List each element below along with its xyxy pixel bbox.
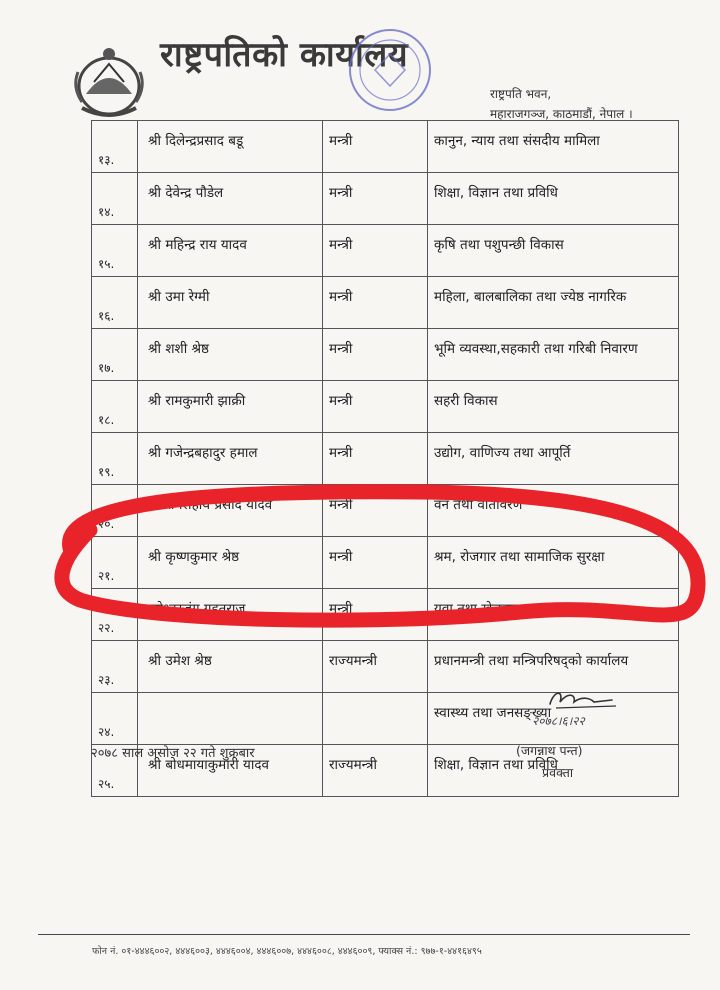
issue-date: २०७८ साल असोज २२ गते शुक्रबार <box>91 746 255 761</box>
table-row <box>92 277 679 329</box>
minister-post: मन्त्री <box>323 121 428 173</box>
ministry-name: श्रम, रोजगार तथा सामाजिक सुरक्षा <box>428 537 679 589</box>
table-row <box>92 589 679 641</box>
ministry-name: वन तथा वातावरण <box>428 485 679 537</box>
row-number: २५. <box>92 745 138 797</box>
ministry-name: कृषि तथा पशुपन्छी विकास <box>428 225 679 277</box>
nepal-emblem-icon <box>64 42 154 118</box>
row-number: १८. <box>92 381 138 433</box>
minister-post: मन्त्री <box>323 485 428 537</box>
minister-post: मन्त्री <box>323 277 428 329</box>
office-address <box>490 84 633 124</box>
row-number: २२. <box>92 589 138 641</box>
signer-name: (जगन्नाथ पन्त) <box>516 743 583 758</box>
office-title: राष्ट्रपतिको कार्यालय <box>160 35 409 75</box>
row-number: २३. <box>92 641 138 693</box>
row-number: १३. <box>92 121 138 173</box>
minister-post: मन्त्री <box>323 537 428 589</box>
footer-contact: फोन नं. ०१-४४४६००२, ४४४६००३, ४४४६००४, ४४४६००७, ४४४६००८, ४४४६००९, फ्याक्स नं.: ९७७-१-४४१६४९५ <box>92 946 482 957</box>
ministry-name: कानुन, न्याय तथा संसदीय मामिला <box>428 121 679 173</box>
minister-name: श्री रामकुमारी झाक्री <box>138 381 323 433</box>
ministry-name: महिला, बालबालिका तथा ज्येष्ठ नागरिक <box>428 277 679 329</box>
minister-name: श्री देवेन्द्र पौडेल <box>138 173 323 225</box>
office-stamp-icon <box>330 18 450 118</box>
ministry-name: भूमि व्यवस्था,सहकारी तथा गरिबी निवारण <box>428 329 679 381</box>
minister-post: मन्त्री <box>323 433 428 485</box>
row-number: १५. <box>92 225 138 277</box>
minister-name: श्री कृष्णकुमार श्रेष्ठ <box>138 537 323 589</box>
ministry-name: शिक्षा, विज्ञान तथा प्रविधि <box>428 745 679 797</box>
minister-post: मन्त्री <box>323 381 428 433</box>
minister-name <box>138 693 323 745</box>
minister-name: श्री उमेश श्रेष्ठ <box>138 641 323 693</box>
minister-post: राज्यमन्त्री <box>323 745 428 797</box>
minister-post: राज्यमन्त्री <box>323 641 428 693</box>
row-number: २०. <box>92 485 138 537</box>
ministry-name: सहरी विकास <box>428 381 679 433</box>
row-number: २४. <box>92 693 138 745</box>
table-row <box>92 537 679 589</box>
table-row <box>92 485 679 537</box>
minister-post: मन्त्री <box>323 589 428 641</box>
row-number: १६. <box>92 277 138 329</box>
minister-name: श्री महिन्द्र राय यादव <box>138 225 323 277</box>
minister-post: मन्त्री <box>323 329 428 381</box>
address-line-2: महाराजगञ्ज, काठमाडौं, नेपाल । <box>490 107 633 121</box>
ministry-name: स्वास्थ्य तथा जनसङ्ख्या <box>428 693 679 745</box>
table-row <box>92 433 679 485</box>
table-row <box>92 641 679 693</box>
minister-name: श्री रामसहाय प्रसाद यादव <box>138 485 323 537</box>
signer-title: प्रवक्ता <box>542 765 574 780</box>
footer-divider <box>38 934 690 935</box>
minister-name: श्री गजेन्द्रबहादुर हमाल <box>138 433 323 485</box>
minister-name: श्री बोधमायाकुमारी यादव <box>138 745 323 797</box>
minister-post <box>323 693 428 745</box>
table-row <box>92 121 679 173</box>
table-row <box>92 329 679 381</box>
table-row <box>92 173 679 225</box>
minister-name: श्री दिलेन्द्रप्रसाद बडू <box>138 121 323 173</box>
minister-name: महेश्वरजंग गहतराज <box>138 589 323 641</box>
minister-name: श्री उमा रेग्मी <box>138 277 323 329</box>
signature-date: २०७८।६।२२ <box>532 714 585 728</box>
row-number: २१. <box>92 537 138 589</box>
ministry-name: युवा तथा खेलकुद <box>428 589 679 641</box>
row-number: १९. <box>92 433 138 485</box>
address-line-1: राष्ट्रपति भवन, <box>490 87 552 101</box>
row-number: १७. <box>92 329 138 381</box>
ministry-name: उद्योग, वाणिज्य तथा आपूर्ति <box>428 433 679 485</box>
minister-post: मन्त्री <box>323 173 428 225</box>
table-row <box>92 225 679 277</box>
table-row <box>92 381 679 433</box>
ministry-name: शिक्षा, विज्ञान तथा प्रविधि <box>428 173 679 225</box>
minister-post: मन्त्री <box>323 225 428 277</box>
row-number: १४. <box>92 173 138 225</box>
minister-name: श्री शशी श्रेष्ठ <box>138 329 323 381</box>
ministry-name: प्रधानमन्त्री तथा मन्त्रिपरिषद्को कार्यालय <box>428 641 679 693</box>
